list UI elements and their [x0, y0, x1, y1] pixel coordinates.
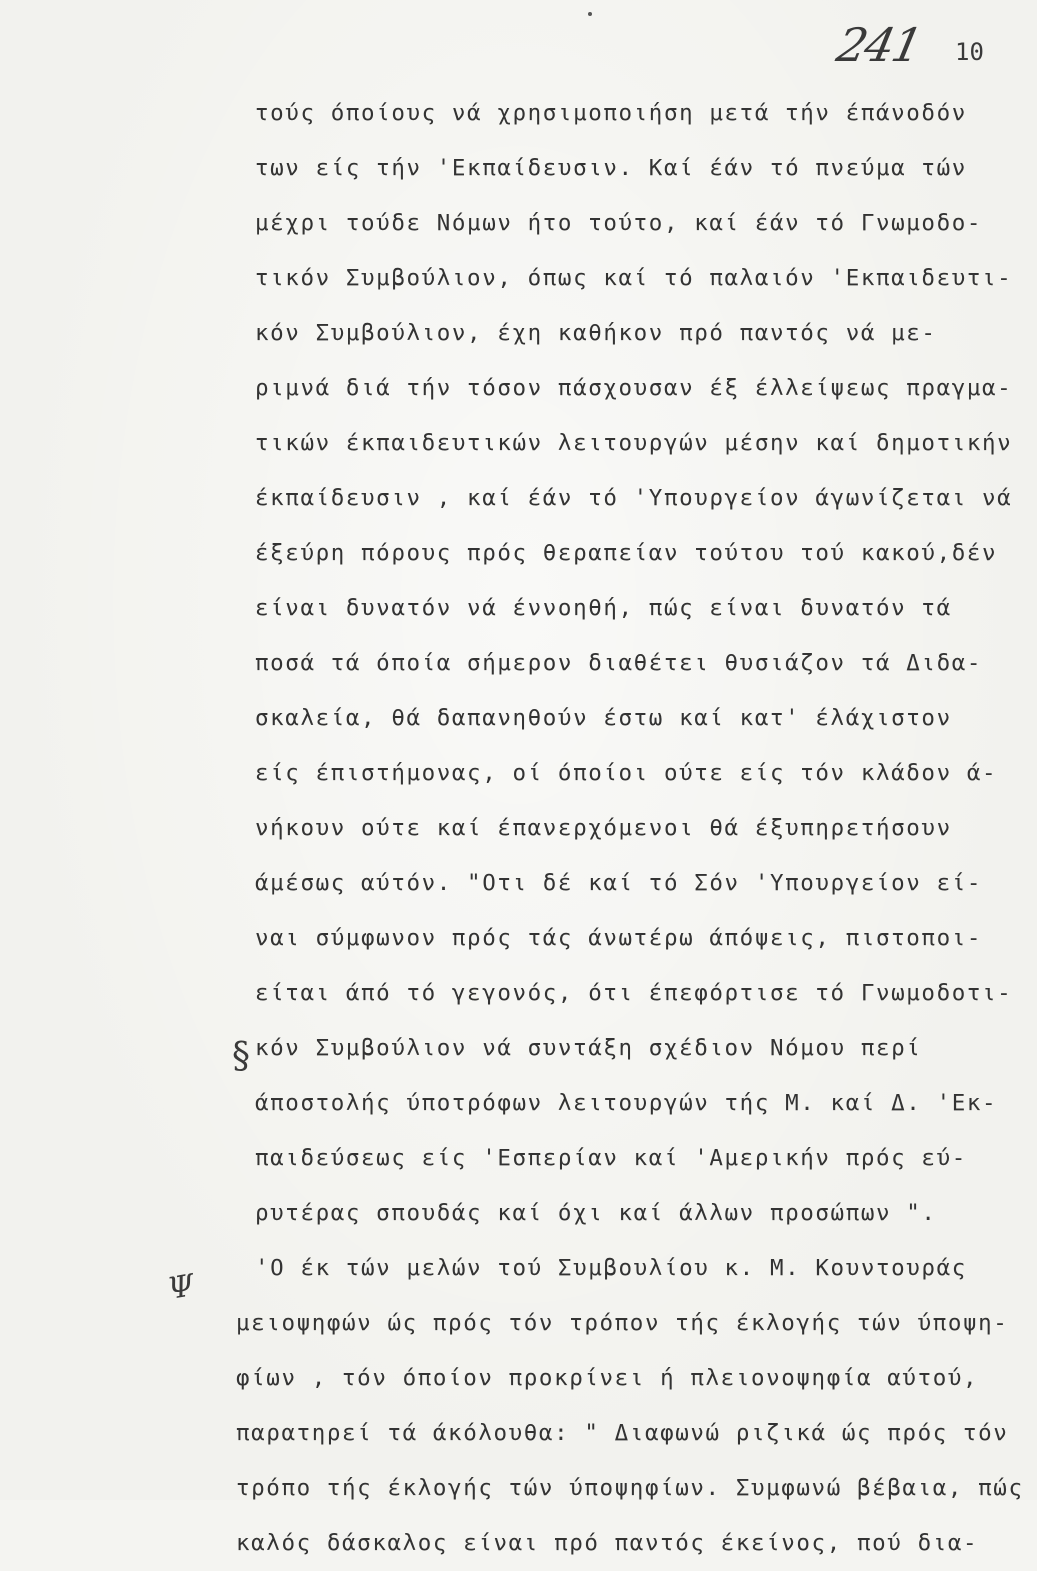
text-line: είται άπό τό γεγονός, ότι έπεφόρτισε τό Γνωμοδοτι-: [255, 980, 1013, 1006]
text-line: κόν Συμβούλιον νά συντάξη σχέδιον Νόμου περί: [255, 1035, 922, 1061]
text-line: ναι σύμφωνον πρός τάς άνωτέρω άπόψεις, πιστοποι-: [255, 925, 983, 951]
text-line: φίων , τόν όποίον προκρίνει ή πλειονοψηφία αύτού,: [236, 1365, 979, 1391]
ink-speck: [588, 12, 592, 16]
text-line: παρατηρεί τά άκόλουθα: " Διαφωνώ ριζικά ώς πρός τόν: [236, 1420, 1009, 1446]
text-line: καλός δάσκαλος είναι πρό παντός έκείνος, πού δια-: [236, 1530, 979, 1556]
text-line: τικόν Συμβούλιον, όπως καί τό παλαιόν 'Εκπαιδευτι-: [255, 265, 1013, 291]
text-line: σκαλεία, θά δαπανηθούν έστω καί κατ' έλάχιστον: [255, 705, 952, 731]
text-line: 'Ο έκ τών μελών τού Συμβουλίου κ. Μ. Κουντουράς: [255, 1255, 967, 1281]
typed-page-number: 10: [955, 38, 984, 66]
text-line: έκπαίδευσιν , καί έάν τό 'Υπουργείον άγωνίζεται νά: [255, 485, 1013, 511]
handwritten-page-number: 241: [832, 18, 926, 72]
text-line: είναι δυνατόν νά έννοηθή, πώς είναι δυνατόν τά: [255, 595, 952, 621]
text-line: τούς όποίους νά χρησιμοποιήση μετά τήν έπάνοδόν: [255, 100, 967, 126]
text-line: μέχρι τούδε Νόμων ήτο τούτο, καί έάν τό Γνωμοδο-: [255, 210, 983, 236]
text-line: νήκουν ούτε καί έπανερχόμενοι θά έξυπηρετήσουν: [255, 815, 952, 841]
text-line: έξεύρη πόρους πρός θεραπείαν τούτου τού κακού,δέν: [255, 540, 998, 566]
text-line: παιδεύσεως είς 'Εσπερίαν καί 'Αμερικήν πρός εύ-: [255, 1145, 967, 1171]
text-line: είς έπιστήμονας, οί όποίοι ούτε είς τόν κλάδον ά-: [255, 760, 998, 786]
text-line: τρόπο τής έκλογής τών ύποψηφίων. Συμφωνώ βέβαια, πώς: [236, 1475, 1024, 1501]
text-line: τικών έκπαιδευτικών λειτουργών μέσην καί δημοτικήν: [255, 430, 1013, 456]
text-line: ρυτέρας σπουδάς καί όχι καί άλλων προσώπων ".: [255, 1200, 937, 1226]
typed-text-block: [200, 86, 1030, 1571]
text-line: ριμνά διά τήν τόσον πάσχουσαν έξ έλλείψεως πραγμα-: [255, 375, 1013, 401]
text-line: άποστολής ύποτρόφων λειτουργών τής Μ. καί Δ. 'Εκ-: [255, 1090, 998, 1116]
margin-initial: Ψ: [165, 1267, 198, 1308]
text-line: άμέσως αύτόν. "Οτι δέ καί τό Σόν 'Υπουργείον εί-: [255, 870, 983, 896]
paragraph-mark: §: [232, 1036, 250, 1077]
text-line: μειοψηφών ώς πρός τόν τρόπον τής έκλογής τών ύποψη-: [236, 1310, 1009, 1336]
text-line: κόν Συμβούλιον, έχη καθήκον πρό παντός νά με-: [255, 320, 937, 346]
text-line: των είς τήν 'Εκπαίδευσιν. Καί έάν τό πνεύμα τών: [255, 155, 967, 181]
text-line: ποσά τά όποία σήμερον διαθέτει θυσιάζον τά Διδα-: [255, 650, 983, 676]
